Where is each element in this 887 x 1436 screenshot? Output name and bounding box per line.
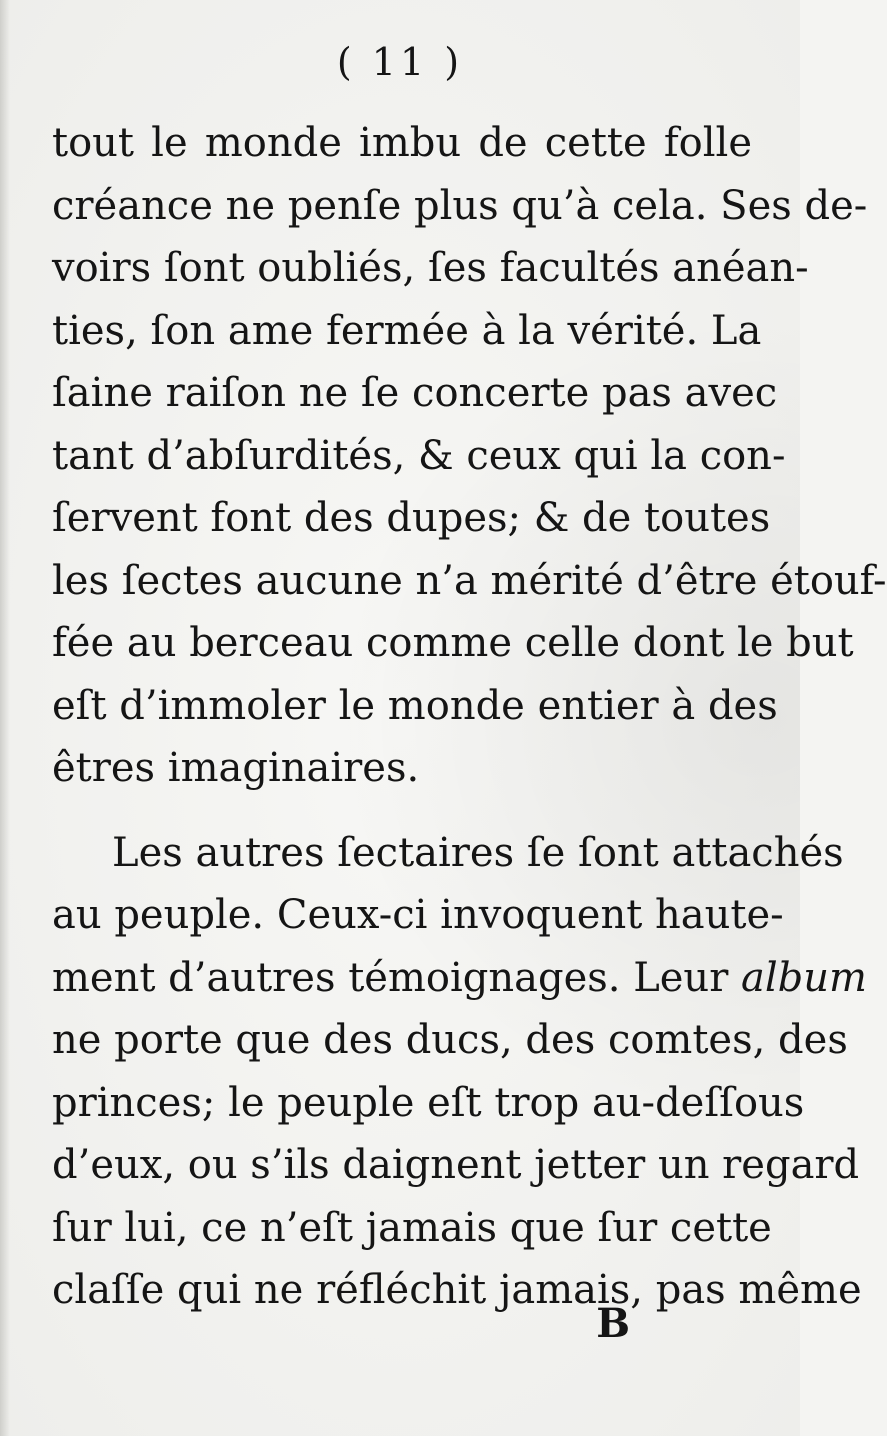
text-line: claſſe qui ne réfléchit jamais, pas même (52, 1267, 862, 1313)
text-line: êtres imaginaires. (52, 745, 420, 791)
paragraph-break (52, 800, 752, 822)
text-line: ſur lui, ce n’eſt jamais que ſur cette (52, 1204, 772, 1251)
text-line: créance ne penſe plus qu’à cela. Ses de- (52, 182, 868, 229)
signature-mark: B (596, 1300, 630, 1347)
body-text (52, 112, 887, 1322)
text-line: tout le monde imbu de cette folle (52, 120, 752, 166)
text-line: ſaine raiſon ne ſe concerte pas avec (52, 370, 778, 416)
italic-word: album (741, 954, 867, 1001)
text-line: fée au berceau comme celle dont le but (52, 620, 854, 666)
text-line: tant d’abſurdités, & ceux qui la con- (52, 432, 786, 479)
text-line-with-italic (52, 947, 867, 1010)
page-edge-shadow (0, 0, 10, 1436)
text-line: voirs ſont oubliés, ſes facultés anéan- (52, 245, 809, 291)
text-line: Les autres ſectaires ſe ſont attachés (112, 829, 844, 876)
text-line: d’eux, ou s’ils daignent jetter un regard (52, 1142, 860, 1188)
text-line: ties, ſon ame fermée à la vérité. La (52, 307, 762, 354)
text-line: eſt d’immoler le monde entier à des (52, 682, 778, 729)
text-line: ne porte que des ducs, des comtes, des (52, 1017, 848, 1063)
text-segment: ment d’autres témoignages. Leur (52, 954, 742, 1001)
text-line: les ſectes aucune n’a mérité d’être étouf- (52, 557, 887, 604)
text-line: princes; le peuple eſt trop au-deſſous (52, 1079, 805, 1126)
text-line: au peuple. Ceux-ci invoquent haute- (52, 892, 784, 938)
text-line: ſervent font des dupes; & de toutes (52, 495, 771, 541)
page-number: ( 11 ) (336, 40, 464, 84)
